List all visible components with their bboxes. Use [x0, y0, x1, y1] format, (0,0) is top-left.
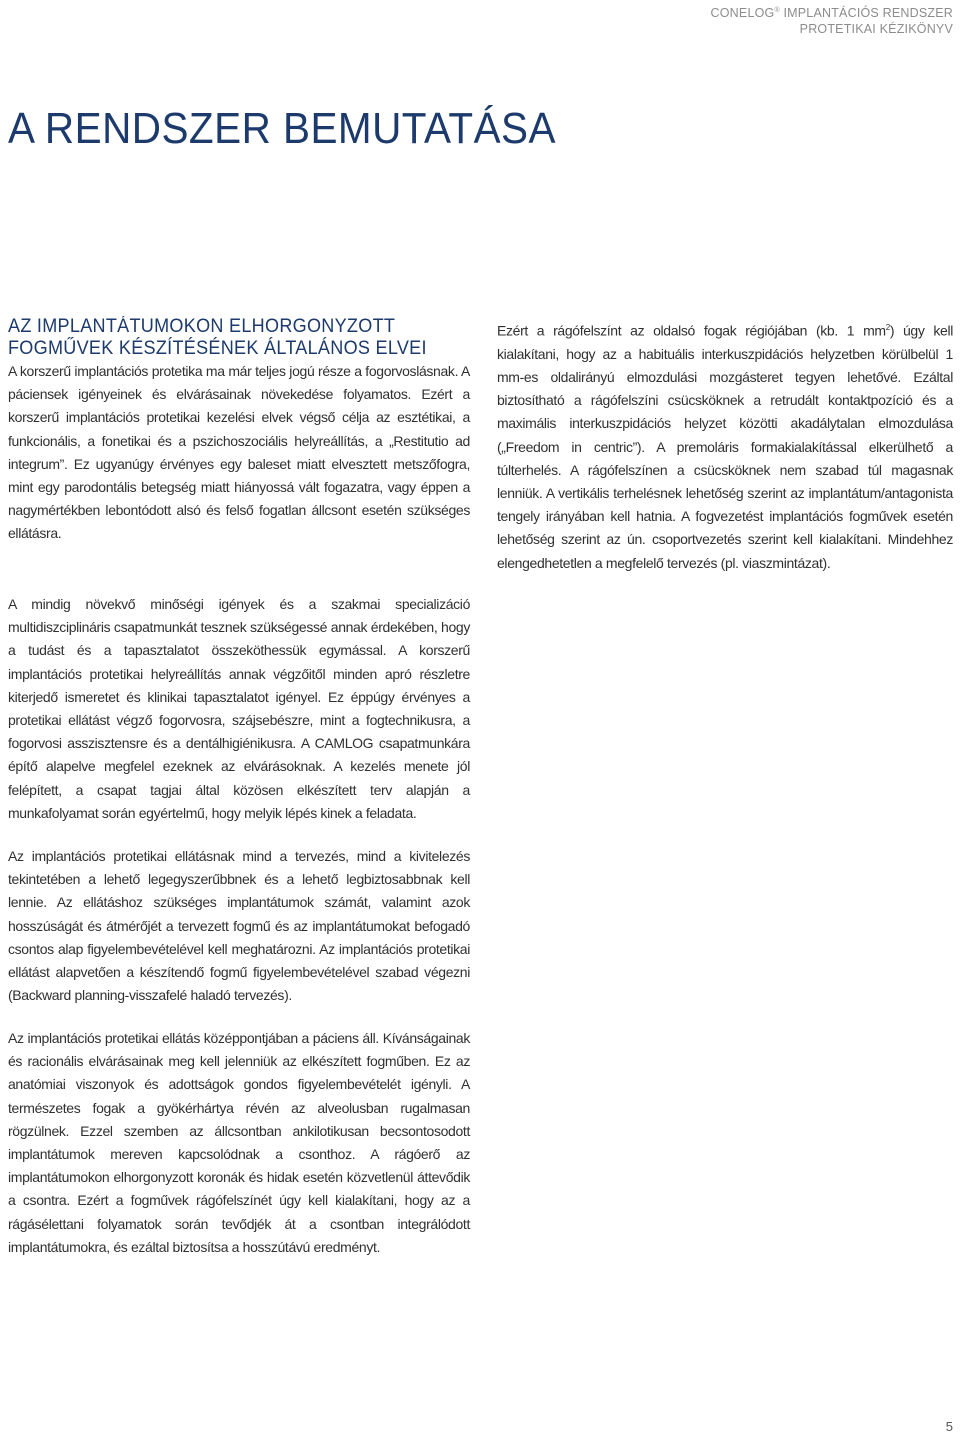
section-heading-line2: FOGMŰVEK KÉSZÍTÉSÉNEK ÁLTALÁNOS ELVEI: [8, 338, 427, 359]
page-number: 5: [945, 1419, 953, 1434]
paragraph-3-text: Az implantációs protetikai ellátásnak mind a tervezés, mind a kivitelezés tekintetében a lehető legegyszerűbbnek és a lehető legbiztosabbnak kell lennie. Az ellátáshoz szükséges implantátumok számát, valamint azok hosszúságát és átmérőjét a tervezett fogmű és az implantátumokat befogadó csontos alap figyelembevételével kell meghatározni. Az implantációs protetikai ellátást alapvetően a készítendő fogmű figyelembevételével szabad végezni (Backward planning-visszafelé haladó tervezés).: [8, 848, 470, 1004]
running-header: [711, 3, 953, 37]
page-title: A RENDSZER BEMUTATÁSA: [8, 104, 556, 153]
paragraph-3: [8, 845, 470, 1007]
running-header-line1-text: IMPLANTÁCIÓS RENDSZER: [779, 6, 953, 21]
paragraph-5-part-2: ) úgy kell kialakítani, hogy az a habituális interkuszpidációs helyzetben körülbelül 1 mm-es oldalirányú elmozdulási mozgásteret tegyen lehetővé. Ezáltal biztosítható a rágófelszíni csücsköknek a retrudált kontaktpozíció és a maximális interkuszpidációs helyzet közötti akadálytalan elmozdulása („Freedom in centric”). A premoláris formakialakítással elkerülhető a túlterhelés. A rágófelszínen a csücsköknek nem szabad túl magasnak lenniük. A vertikális terhelésnek lehetőség szerint az implantátum/antagonista tengely irányában kell hatnia. A fogvezetést implantációs fogművek esetén lehetőség szerint az ún. csoportvezetés szerint kell kialakítani. Mindehhez elengedhetetlen a megfelelő tervezés (pl. viaszmintázat).: [497, 322, 953, 571]
section-heading: [8, 316, 455, 360]
running-header-line2: PROTETIKAI KÉZIKÖNYV: [799, 22, 953, 37]
paragraph-5: [497, 316, 953, 575]
paragraph-1-text: A korszerű implantációs protetika ma már teljes jogú része a fogorvoslásnak. A páciensek igényeinek és elvárásainak növekedése folyamatos. Ezért a korszerű implantációs protetikai kezelési elvek végső célja az esztétikai, a funkcionális, a fonetikai és a pszichoszociális helyreállítás, a „Restitutio ad integrum”. Ez ugyanúgy érvényes egy baleset miatt elvesztett metszőfogra, mint egy parodontális betegség miatt hiányossá vált fogazatra, vagy éppen a nagymértékben lebontódott alsó és felső fogatlan állcsont esetén szükséges ellátásra.: [8, 363, 470, 542]
paragraph-5-text: [497, 316, 953, 575]
paragraph-5-part-1: Ezért a rágófelszínt az oldalsó fogak régiójában (kb. 1 mm: [497, 322, 886, 339]
section-heading-line1: AZ IMPLANTÁTUMOKON ELHORGONYZOTT: [8, 316, 396, 337]
paragraph-2: [8, 593, 470, 825]
paragraph-4: [8, 1027, 470, 1259]
running-header-line1: [711, 3, 953, 21]
paragraph-4-text: Az implantációs protetikai ellátás középpontjában a páciens áll. Kívánságainak és racionális elvárásainak meg kell jelenniük az elkészített fogműben. Ez az anatómiai viszonyok és adottságok gondos figyelembevételét igényli. A természetes fogak a gyökérhártya révén az alveolusban rugalmasan rögzülnek. Ezzel szemben az állcsontban ankilotikusan becsontosodott implantátumok mereven kapcsolódnak a csonthoz. A rágóerő az implantátumokon elhorgonyzott koronák és hidak esetén közvetlenül áttevődik a csontra. Ezért a fogművek rágófelszínét úgy kell kialakítani, hogy az a rágásélettani folyamatok során tevődjék át a csontban integrálódott implantátumokra, és ezáltal biztosítsa a hosszútávú eredményt.: [8, 1030, 470, 1255]
paragraph-1: [8, 360, 470, 546]
superscript-2: 2: [885, 323, 890, 332]
brand-name: CONELOG: [710, 6, 775, 21]
registered-mark: ®: [774, 7, 780, 14]
paragraph-2-text: A mindig növekvő minőségi igények és a szakmai specializáció multidiszciplináris csapatmunkát tesznek szükségessé annak érdekében, hogy a tudást és a tapasztalatot összeköthessük egymással. A korszerű implantációs protetikai helyreállítás annak végzőitől minden apró részletre kiterjedő ismeretet és klinikai tapasztalatot igényel. Ez éppúgy érvényes a protetikai ellátást végző fogorvosra, szájsebészre, mint a fogtechnikusra, a fogorvosi asszisztensre és a dentálhigiénikusra. A CAMLOG csapatmunkára építő alapelve megfelel ezeknek az elvárásoknak. A kezelés menete jól felépített, a csapat tagjai által közösen elkészített terv alapján a munkafolyamat során egyértelmű, hogy melyik lépés kinek a feladata.: [8, 596, 470, 821]
